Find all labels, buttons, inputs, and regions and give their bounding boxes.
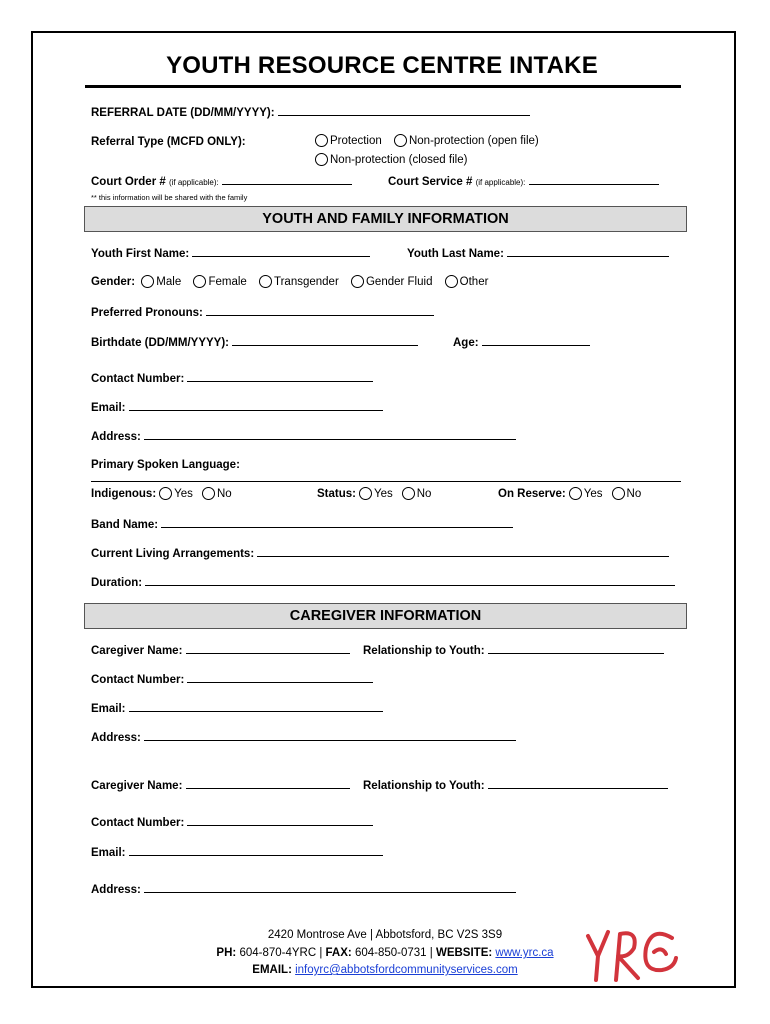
referral-date-row (91, 105, 530, 120)
gender-male-label: Male (156, 276, 182, 288)
youth-first-name-row (91, 246, 370, 261)
gender-other-label: Other (459, 276, 489, 288)
caregiver2-address-label: Address: (91, 884, 141, 896)
caregiver1-name-label: Caregiver Name: (91, 645, 183, 657)
shared-note: ** this information will be shared with the family (91, 193, 248, 202)
gender-transgender-radio[interactable] (259, 275, 272, 288)
youth-contact-row (91, 371, 373, 386)
gender-female-radio[interactable] (193, 275, 206, 288)
youth-email-field[interactable] (129, 400, 383, 411)
caregiver2-contact-row (91, 815, 373, 830)
caregiver1-relationship-field[interactable] (488, 643, 664, 654)
pronouns-label: Preferred Pronouns: (91, 307, 203, 319)
gender-female-label: Female (208, 276, 247, 288)
footer-email-label: EMAIL: (252, 964, 292, 976)
birthdate-label: Birthdate (DD/MM/YYYY): (91, 337, 229, 349)
referral-date-label: REFERRAL DATE (DD/MM/YYYY): (91, 107, 275, 119)
yrc-logo (582, 918, 682, 988)
caregiver1-email-field[interactable] (129, 701, 383, 712)
caregiver2-relationship-field[interactable] (488, 778, 668, 789)
birthdate-row (91, 335, 418, 350)
band-name-row (91, 517, 513, 532)
living-row (91, 546, 669, 561)
caregiver2-email-field[interactable] (129, 845, 383, 856)
caregiver2-name-row (91, 778, 350, 793)
on-reserve-yes-radio[interactable] (569, 487, 582, 500)
court-service-field[interactable] (529, 174, 659, 185)
footer-phone: 604-870-4YRC (239, 947, 317, 959)
youth-address-field[interactable] (144, 429, 516, 440)
court-order-row (91, 174, 352, 190)
footer-fax: 604-850-0731 (354, 947, 427, 959)
caregiver-section-header: CAREGIVER INFORMATION (84, 603, 687, 629)
youth-contact-field[interactable] (187, 371, 373, 382)
living-label: Current Living Arrangements: (91, 548, 255, 560)
non-protection-open-label: Non-protection (open file) (408, 135, 539, 147)
logo-flourish (654, 949, 666, 954)
caregiver1-name-field[interactable] (186, 643, 350, 654)
protection-radio[interactable] (315, 134, 328, 147)
youth-section-header: YOUTH AND FAMILY INFORMATION (84, 206, 687, 232)
indigenous-yes-label: Yes (174, 488, 193, 500)
duration-row (91, 575, 675, 590)
youth-last-name-row (407, 246, 669, 261)
pronouns-field[interactable] (206, 305, 434, 316)
caregiver2-contact-field[interactable] (187, 815, 373, 826)
youth-contact-label: Contact Number: (91, 373, 185, 385)
gender-transgender-label: Transgender (274, 276, 339, 288)
duration-field[interactable] (145, 575, 675, 586)
caregiver2-email-label: Email: (91, 847, 126, 859)
youth-last-name-label: Youth Last Name: (407, 248, 504, 260)
logo-y-stem (596, 956, 598, 980)
caregiver2-address-row (91, 882, 516, 897)
caregiver1-address-label: Address: (91, 732, 141, 744)
gender-male-radio[interactable] (141, 275, 154, 288)
caregiver1-address-row (91, 730, 516, 745)
language-label: Primary Spoken Language: (91, 459, 240, 471)
youth-first-name-label: Youth First Name: (91, 248, 190, 260)
on-reserve-no-label: No (626, 488, 642, 500)
band-name-field[interactable] (161, 517, 513, 528)
gender-fluid-label: Gender Fluid (365, 276, 433, 288)
caregiver1-relationship-label: Relationship to Youth: (363, 645, 485, 657)
footer-ph-label: PH: (216, 947, 237, 959)
language-field[interactable] (91, 481, 681, 482)
age-row (453, 335, 590, 350)
duration-label: Duration: (91, 577, 143, 589)
referral-type-options-row1 (312, 134, 545, 148)
indigenous-label: Indigenous: (91, 488, 157, 500)
court-service-row (388, 174, 659, 190)
age-field[interactable] (482, 335, 590, 346)
living-field[interactable] (257, 546, 669, 557)
caregiver1-address-field[interactable] (144, 730, 516, 741)
status-yes-label: Yes (373, 488, 393, 500)
caregiver2-address-field[interactable] (144, 882, 516, 893)
protection-label: Protection (330, 135, 382, 147)
referral-type-label: Referral Type (MCFD ONLY): (91, 136, 246, 148)
logo-y-stroke (588, 932, 608, 956)
indigenous-row (91, 487, 238, 501)
on-reserve-label: On Reserve: (498, 488, 566, 500)
gender-other-radio[interactable] (445, 275, 458, 288)
non-protection-open-radio[interactable] (394, 134, 407, 147)
referral-type-options-row2 (312, 153, 473, 167)
youth-last-name-field[interactable] (507, 246, 669, 257)
gender-fluid-radio[interactable] (351, 275, 364, 288)
caregiver1-relationship-row (363, 643, 664, 658)
caregiver1-name-row (91, 643, 350, 658)
caregiver2-name-field[interactable] (186, 778, 350, 789)
caregiver2-contact-label: Contact Number: (91, 817, 185, 829)
referral-date-field[interactable] (278, 105, 530, 116)
youth-first-name-field[interactable] (192, 246, 370, 257)
caregiver2-email-row (91, 845, 383, 860)
status-no-radio[interactable] (402, 487, 415, 500)
court-order-field[interactable] (222, 174, 352, 185)
caregiver2-relationship-row (363, 778, 668, 793)
logo-r-stroke (616, 933, 638, 980)
on-reserve-yes-label: Yes (583, 488, 603, 500)
form-title: YOUTH RESOURCE CENTRE INTAKE (166, 52, 598, 79)
pronouns-row (91, 305, 434, 320)
caregiver2-name-label: Caregiver Name: (91, 780, 183, 792)
caregiver2-relationship-label: Relationship to Youth: (363, 780, 485, 792)
caregiver1-contact-row (91, 672, 373, 687)
age-label: Age: (453, 337, 479, 349)
footer-fax-label: FAX: (325, 947, 352, 959)
caregiver1-contact-field[interactable] (187, 672, 373, 683)
caregiver1-contact-label: Contact Number: (91, 674, 185, 686)
non-protection-closed-radio[interactable] (315, 153, 328, 166)
caregiver1-email-row (91, 701, 383, 716)
title-underline (85, 85, 681, 88)
status-yes-radio[interactable] (359, 487, 372, 500)
court-service-label: Court Service # (388, 176, 473, 188)
gender-label: Gender: (91, 276, 136, 288)
court-order-label: Court Order # (91, 176, 166, 188)
logo-c-stroke (645, 934, 676, 970)
non-protection-closed-label: Non-protection (closed file) (330, 154, 468, 166)
court-service-if-applicable: (if applicable): (475, 178, 526, 187)
birthdate-field[interactable] (232, 335, 418, 346)
indigenous-no-label: No (216, 488, 232, 500)
gender-row (91, 275, 494, 289)
court-order-if-applicable: (if applicable): (168, 178, 219, 187)
status-no-label: No (416, 488, 432, 500)
youth-address-row (91, 429, 516, 444)
youth-email-label: Email: (91, 402, 126, 414)
on-reserve-row (498, 487, 647, 501)
footer-website-label: WEBSITE: (435, 947, 493, 959)
on-reserve-no-radio[interactable] (612, 487, 625, 500)
status-label: Status: (317, 488, 356, 500)
footer-contact-line: PH: 604-870-4YRC | FAX: 604-850-0731 | WEBSITE: www.yrc.ca (216, 947, 554, 959)
indigenous-no-radio[interactable] (202, 487, 215, 500)
footer-address: 2420 Montrose Ave | Abbotsford, BC V2S 3S9 (267, 929, 503, 941)
indigenous-yes-radio[interactable] (159, 487, 172, 500)
youth-email-row (91, 400, 383, 415)
status-row (317, 487, 437, 501)
band-name-label: Band Name: (91, 519, 159, 531)
footer-email-link[interactable]: infoyrc@abbotsfordcommunityservices.com (295, 964, 518, 976)
footer-email-line (160, 961, 610, 979)
caregiver1-email-label: Email: (91, 703, 126, 715)
footer-website-link[interactable]: www.yrc.ca (495, 947, 554, 959)
youth-address-label: Address: (91, 431, 141, 443)
